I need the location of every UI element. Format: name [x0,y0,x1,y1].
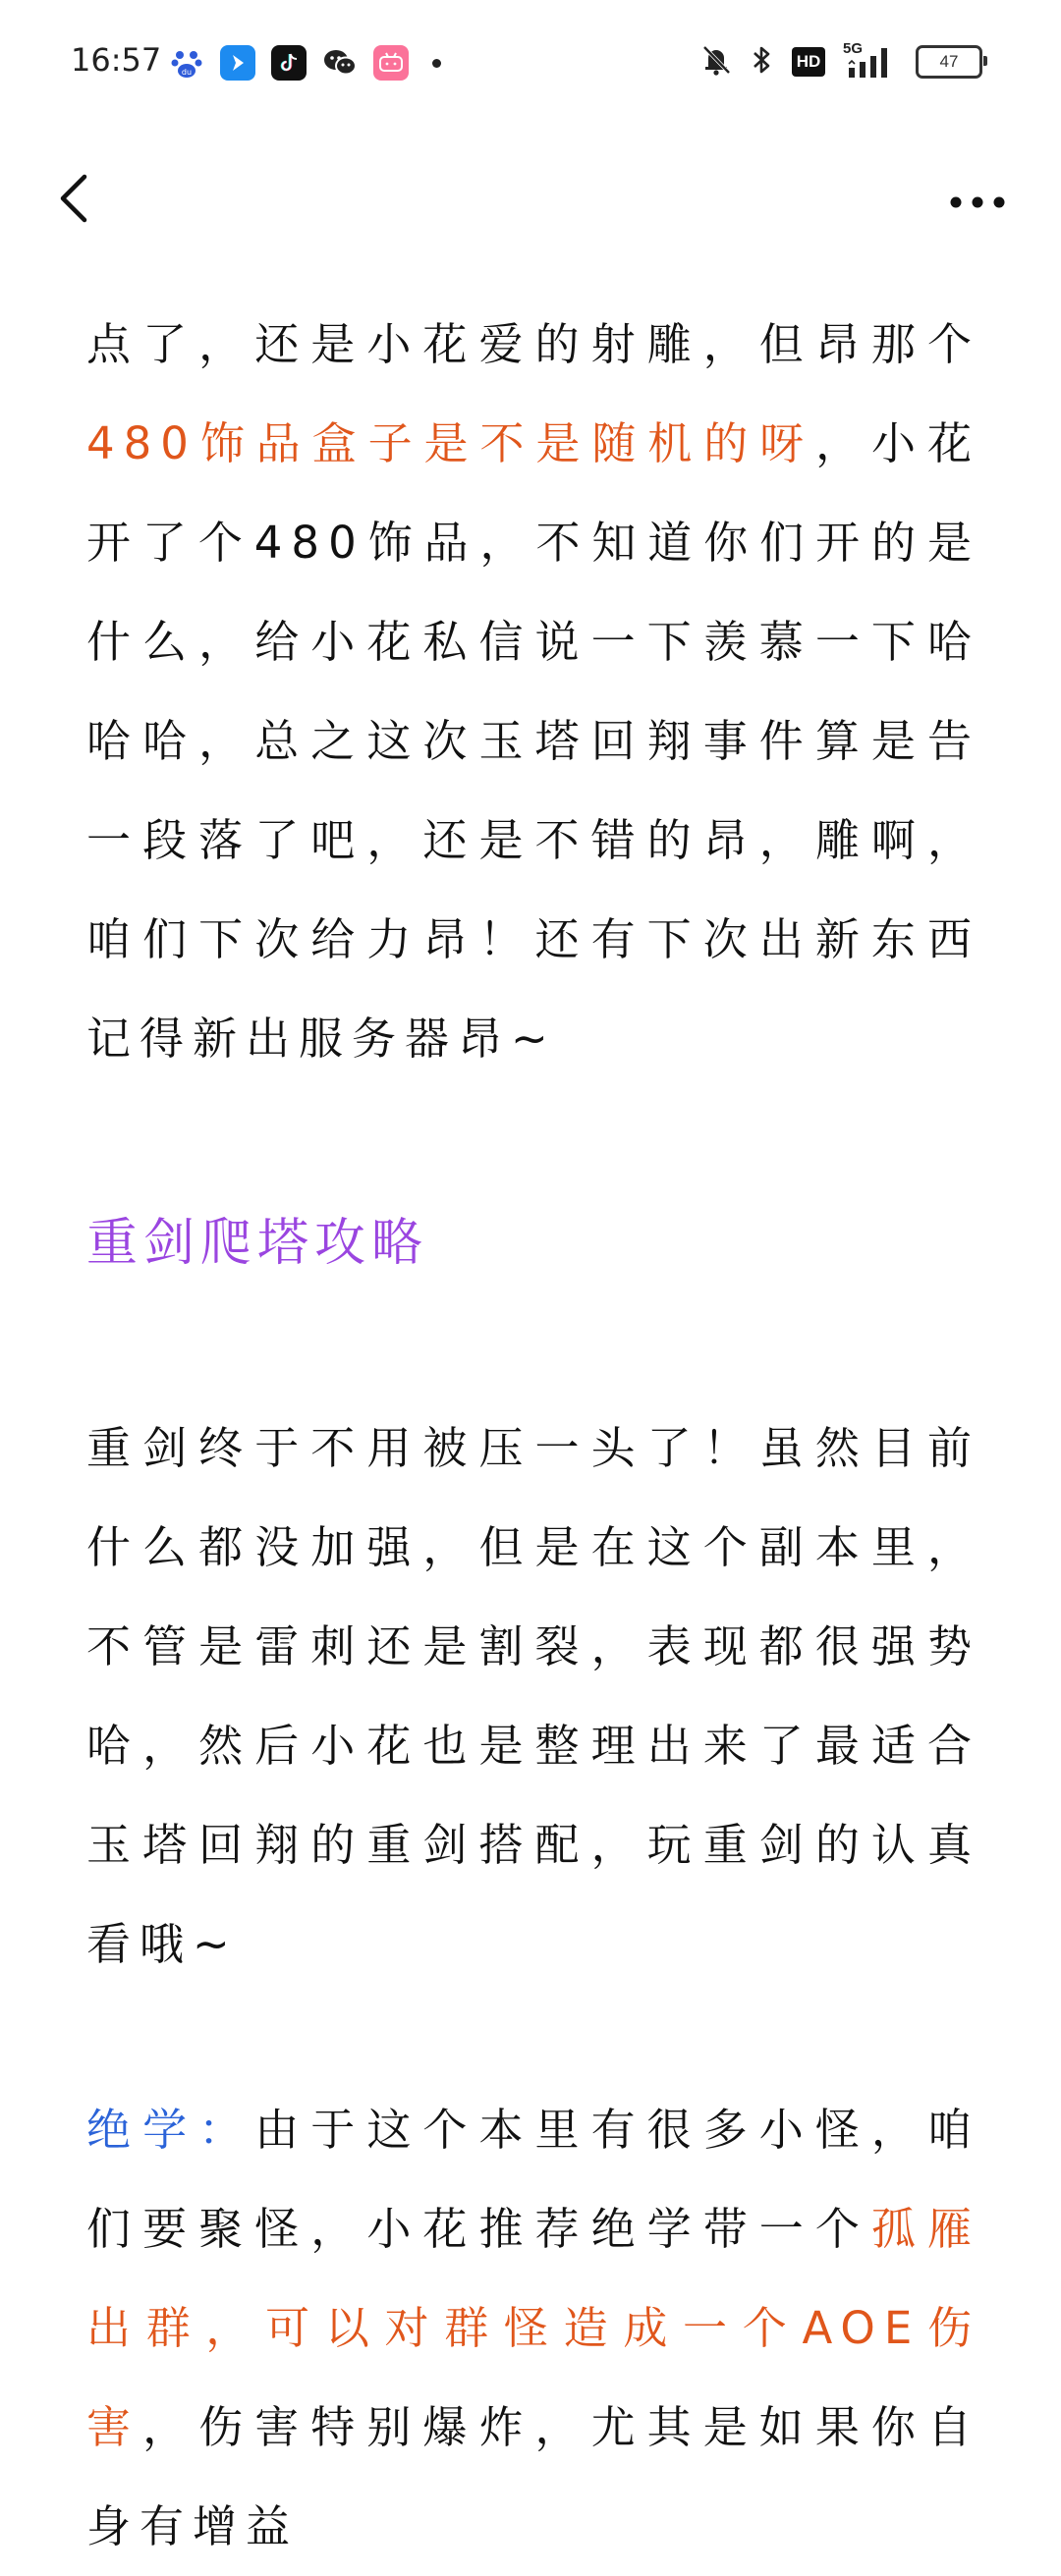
arrow-app-icon [220,45,255,81]
baidu-icon [169,45,204,81]
more-notifications-dot [432,59,441,68]
network-type-label: 5G [843,40,864,57]
chevron-left-icon [49,169,108,228]
paragraph-3-text-end: ，伤害特别爆炸，尤其是如果你自身有增益 [86,2401,980,2552]
mute-bell-icon [699,43,733,81]
svg-text:du: du [181,68,193,77]
back-button[interactable] [49,169,108,228]
status-bar [0,0,1061,128]
paragraph-3-label: 绝学： [86,2104,255,2156]
bluetooth-icon [751,43,774,81]
article-paragraph-3 [86,2080,980,2576]
hd-icon: HD [792,47,825,77]
paragraph-1-text-start: 点了，还是小花爱的射雕，但昂那个 [86,318,980,370]
system-icons [699,40,982,81]
status-time: 16:57 [71,41,162,79]
paragraph-1-text-end: ，小花开了个480饰品，不知道你们开的是什么，给小花私信说一下羡慕一下哈哈哈，总之这次玉塔回翔事件算是告一段落了吧，还是不错的昂，雕啊，咱们下次给力昂！还有下次出新东西记得新出服务器昂~ [86,417,980,1065]
section-heading: 重剑爬塔攻略 [86,1214,429,1273]
nav-bar [0,147,1061,255]
wechat-icon [322,45,358,81]
article-paragraph-2: 重剑终于不用被压一头了！虽然目前什么都没加强，但是在这个副本里，不管是雷刺还是割裂，表现都很强势哈，然后小花也是整理出来了最适合玉塔回翔的重剑搭配，玩重剑的认真看哦~ [86,1422,980,1970]
notification-icons [169,45,441,81]
paragraph-3-highlight: 孤雁出群，可以对群怪造成一个AOE伤害 [86,2203,980,2453]
paragraph-3-text-start: 由于这个本里有很多小怪，咱们要聚怪，小花推荐绝学带一个 [86,2104,980,2255]
more-options-button[interactable] [943,169,1012,228]
battery-level: 47 [939,52,959,71]
tiktok-icon [271,45,307,81]
signal-5g-icon [843,40,898,80]
bilibili-icon [373,45,409,81]
more-dots-icon [943,169,1012,228]
article-body [86,295,980,2576]
battery-icon [916,45,982,79]
paragraph-1-highlight: 480饰品盒子是不是随机的呀 [86,417,816,469]
article-paragraph-1 [86,295,980,1088]
